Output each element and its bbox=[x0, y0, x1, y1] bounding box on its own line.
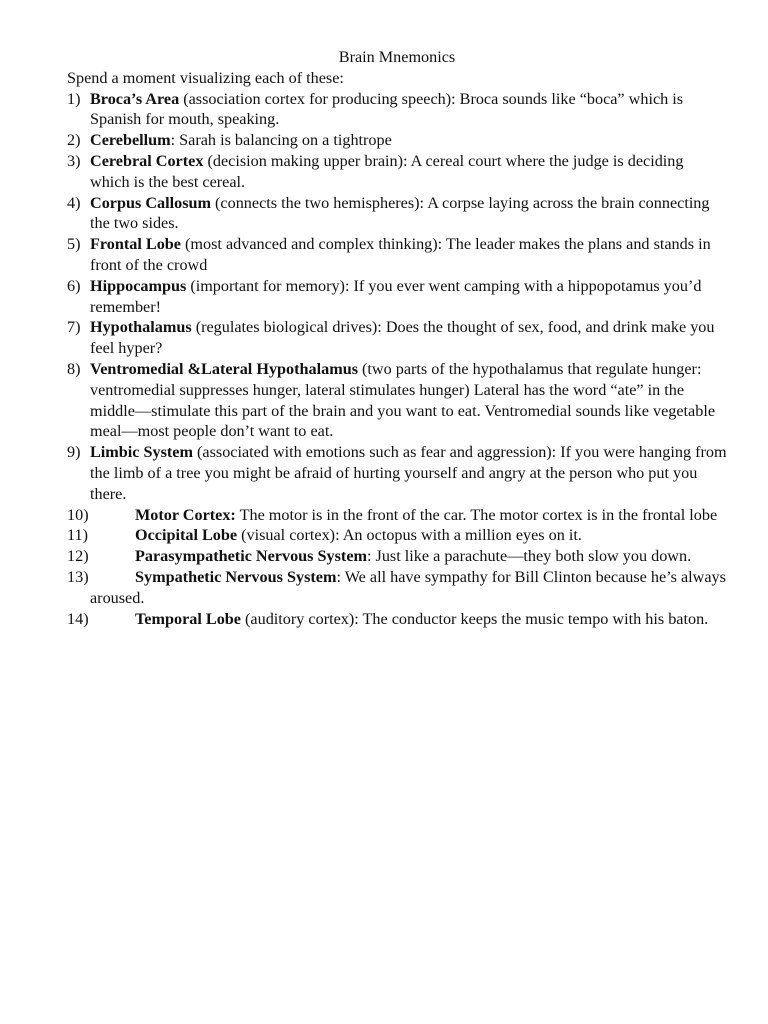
item-text: (connects the two hemispheres): A corpse laying across the brain connecting the two sides. bbox=[90, 193, 710, 233]
item-term: Frontal Lobe bbox=[90, 235, 181, 254]
item-term: Hypothalamus bbox=[90, 318, 192, 337]
item-number: 3) bbox=[67, 151, 81, 170]
list-item bbox=[67, 276, 727, 318]
item-term: Occipital Lobe bbox=[135, 526, 238, 545]
item-text: (auditory cortex): The conductor keeps the music tempo with his baton. bbox=[240, 609, 709, 628]
document-page bbox=[67, 47, 727, 629]
list-item bbox=[67, 89, 727, 131]
item-number: 9) bbox=[67, 443, 81, 462]
item-term: Broca’s Area bbox=[90, 89, 180, 108]
item-number: 6) bbox=[67, 276, 81, 295]
item-text: (association cortex for producing speech): Broca sounds like “boca” which is Spanish for mouth, speaking. bbox=[90, 89, 684, 129]
list-item bbox=[67, 359, 727, 442]
list-item bbox=[67, 525, 727, 546]
item-text: (decision making upper brain): A cereal court where the judge is deciding which is the best cereal. bbox=[90, 151, 684, 191]
item-number: 2) bbox=[67, 131, 81, 150]
list-item bbox=[67, 317, 727, 359]
item-term: Motor Cortex: bbox=[135, 505, 236, 524]
list-item bbox=[67, 130, 727, 151]
list-item bbox=[67, 151, 727, 193]
item-text: (two parts of the hypothalamus that regulate hunger: ventromedial suppresses hunger, lateral stimulates hunger) Lateral has the word “ate” in the middle—stimulate this part of the brain and you want to eat. Ventromedial sounds like vegetable meal—most people don’t want to eat. bbox=[90, 359, 716, 441]
item-number: 14) bbox=[67, 609, 89, 628]
item-term: Cerebral Cortex bbox=[90, 151, 204, 170]
list-item bbox=[67, 234, 727, 276]
item-term: Limbic System bbox=[90, 443, 193, 462]
list-item bbox=[67, 442, 727, 504]
item-term: Hippocampus bbox=[90, 276, 187, 295]
item-term: Parasympathetic Nervous System bbox=[135, 547, 367, 566]
item-number: 5) bbox=[67, 235, 81, 254]
mnemonic-list bbox=[67, 89, 727, 630]
item-text: (visual cortex): An octopus with a million eyes on it. bbox=[237, 526, 582, 545]
item-number: 13) bbox=[67, 567, 89, 586]
list-item bbox=[67, 505, 727, 526]
item-term: Cerebellum bbox=[90, 131, 171, 150]
item-text: (associated with emotions such as fear and aggression): If you were hanging from the limb of a tree you might be afraid of hurting yourself and angry at the person who put you there. bbox=[90, 443, 727, 503]
list-item bbox=[67, 567, 727, 609]
document-title: Brain Mnemonics bbox=[338, 48, 456, 66]
item-number: 4) bbox=[67, 193, 81, 212]
item-text: The motor is in the front of the car. The motor cortex is in the frontal lobe bbox=[235, 505, 718, 524]
item-number: 12) bbox=[67, 547, 89, 566]
item-term: Sympathetic Nervous System bbox=[135, 567, 337, 586]
item-text: : Just like a parachute—they both slow you down. bbox=[366, 547, 692, 566]
list-item bbox=[67, 546, 727, 567]
item-text: (most advanced and complex thinking): The leader makes the plans and stands in front of the crowd bbox=[90, 235, 711, 274]
item-number: 10) bbox=[67, 505, 89, 524]
list-item bbox=[67, 193, 727, 235]
item-text: (important for memory): If you ever went camping with a hippopotamus you’d remember! bbox=[90, 276, 702, 316]
item-text: : Sarah is balancing on a tightrope bbox=[170, 131, 392, 150]
item-text: (regulates biological drives): Does the thought of sex, food, and drink make you feel hyper? bbox=[90, 318, 715, 358]
item-term: Temporal Lobe bbox=[135, 609, 241, 628]
item-number: 8) bbox=[67, 359, 81, 378]
item-term: Ventromedial &Lateral Hypothalamus bbox=[90, 359, 358, 378]
item-number: 7) bbox=[67, 318, 81, 337]
item-term: Corpus Callosum bbox=[90, 193, 211, 212]
list-item bbox=[67, 609, 727, 630]
item-number: 11) bbox=[67, 526, 88, 545]
document-intro: Spend a moment visualizing each of these: bbox=[67, 68, 344, 87]
item-number: 1) bbox=[67, 89, 81, 108]
item-text: : We all have sympathy for Bill Clinton because he’s always aroused. bbox=[90, 567, 726, 607]
